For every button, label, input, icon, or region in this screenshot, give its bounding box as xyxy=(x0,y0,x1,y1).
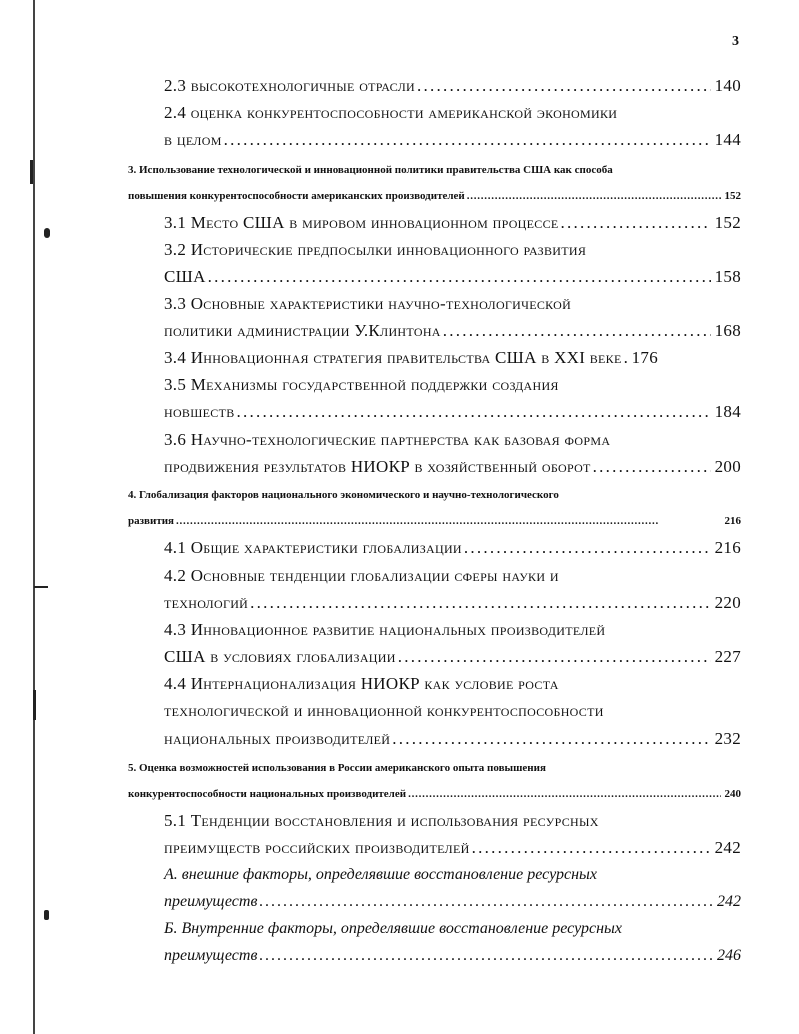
toc-entry-title-line: Б. Внутренние факторы, определявшие восстановление ресурсных xyxy=(164,920,622,937)
toc-chapter-title: повышения конкурентоспособности американских производителей xyxy=(128,190,465,202)
toc-entry-title: преимуществ российских производителей xyxy=(164,838,470,857)
toc-entry-page: 144 xyxy=(714,130,741,149)
toc-entry-title-line: 2.4 оценка конкурентоспособности американской экономики xyxy=(164,103,618,122)
toc-entry xyxy=(164,538,741,558)
toc-leader-dots xyxy=(624,348,628,368)
toc-entry-page: 176 xyxy=(631,348,659,367)
toc-leader-dots xyxy=(176,515,720,527)
toc-entry-title-line: 4.2 Основные тенденции глобализации сферы науки и xyxy=(164,566,559,585)
toc-entry-page: 158 xyxy=(714,267,741,286)
toc-entry-title: США xyxy=(164,267,206,286)
toc-entry xyxy=(164,593,741,613)
toc-entry-title: 2.3 высокотехнологичные отрасли xyxy=(164,76,416,95)
toc-entry-title-line: 4.3 Инновационное развитие национальных производителей xyxy=(164,620,606,639)
toc-entry xyxy=(164,402,741,422)
toc-entry-page: 140 xyxy=(714,76,741,95)
toc-entry xyxy=(164,130,741,150)
toc-entry xyxy=(164,213,741,233)
toc-entry xyxy=(164,321,741,341)
toc-entry-title-line: А. внешние факторы, определявшие восстановление ресурсных xyxy=(164,866,597,883)
toc-entry-title-line: 5.1 Тенденции восстановления и использования ресурсных xyxy=(164,811,599,830)
toc-entry xyxy=(164,348,741,368)
toc-chapter-title: конкурентоспособности национальных производителей xyxy=(128,788,407,800)
toc-entry-title-line: 3.3 Основные характеристики научно-технологической xyxy=(164,294,572,313)
toc-chapter-title-line: 4. Глобализация факторов национального экономического и научно-технологического xyxy=(128,489,559,501)
toc-entry-title: технологий xyxy=(164,593,249,612)
toc-chapter xyxy=(128,788,741,800)
toc-chapter-page: 216 xyxy=(724,515,741,527)
toc-leader-dots xyxy=(237,402,711,422)
toc-entry-title-line: технологической и инновационной конкурентоспособности xyxy=(164,701,604,720)
toc-entry-page: 152 xyxy=(714,213,741,232)
scan-mark xyxy=(33,690,36,720)
toc-entry-page: 168 xyxy=(714,321,741,340)
toc-leader-dots xyxy=(259,947,713,965)
toc-entry-title: США в условиях глобализации xyxy=(164,647,396,666)
scan-mark xyxy=(34,586,48,588)
toc-entry-page: 232 xyxy=(714,729,741,748)
toc-leader-dots xyxy=(417,76,711,96)
page-number: 3 xyxy=(732,34,739,49)
toc-entry-page: 184 xyxy=(714,402,741,421)
toc-chapter-page: 152 xyxy=(724,190,741,202)
toc-entry-title: 3.4 Инновационная стратегия правительства США в XXI веке xyxy=(164,348,622,367)
toc-entry-page: 242 xyxy=(717,893,741,910)
toc-entry-title: преимуществ xyxy=(164,947,258,964)
toc-entry-title: новшеств xyxy=(164,402,235,421)
toc-entry-title: продвижения результатов НИОКР в хозяйственный оборот xyxy=(164,457,591,476)
toc-leader-dots xyxy=(259,893,713,911)
toc-chapter-title-line: 3. Использование технологической и инновационной политики правительства США как способа xyxy=(128,164,613,176)
toc-leader-dots xyxy=(208,267,711,287)
toc-entry-title-line: 3.2 Исторические предпосылки инновационного развития xyxy=(164,240,587,259)
toc-entry xyxy=(164,893,741,911)
toc-entry-page: 242 xyxy=(714,838,741,857)
toc-entry xyxy=(164,947,741,965)
toc-leader-dots xyxy=(224,130,711,150)
toc-leader-dots xyxy=(408,788,720,800)
toc-chapter xyxy=(128,515,741,527)
toc-leader-dots xyxy=(443,321,711,341)
toc-entry xyxy=(164,457,741,477)
toc-leader-dots xyxy=(250,593,710,613)
toc-entry xyxy=(164,267,741,287)
toc-leader-dots xyxy=(561,213,711,233)
toc-leader-dots xyxy=(472,838,711,858)
toc-entry-page: 200 xyxy=(714,457,741,476)
toc-entry-title-line: 3.6 Научно-технологические партнерства как базовая форма xyxy=(164,430,611,449)
toc-entry-title: 4.1 Общие характеристики глобализации xyxy=(164,538,462,557)
toc-leader-dots xyxy=(392,729,710,749)
toc-chapter-title: развития xyxy=(128,515,175,527)
left-border-line xyxy=(33,0,35,1034)
toc-leader-dots xyxy=(593,457,711,477)
toc-entry-title: 3.1 Место США в мировом инновационном процессе xyxy=(164,213,559,232)
toc-chapter-title-line: 5. Оценка возможностей использования в России американского опыта повышения xyxy=(128,762,546,774)
toc-leader-dots xyxy=(398,647,711,667)
toc-entry-title: в целом xyxy=(164,130,222,149)
toc-leader-dots xyxy=(464,538,711,558)
toc-entry-title-line: 4.4 Интернационализация НИОКР как условие роста xyxy=(164,674,559,693)
toc-entry-title: политики администрации У.Клинтона xyxy=(164,321,441,340)
toc-entry-title: национальных производителей xyxy=(164,729,391,748)
toc-entry-page: 216 xyxy=(714,538,741,557)
scan-mark xyxy=(44,228,50,238)
toc-entry xyxy=(164,838,741,858)
toc-entry-page: 246 xyxy=(717,947,741,964)
toc-chapter xyxy=(128,190,741,202)
scan-mark xyxy=(30,160,33,184)
toc-entry xyxy=(164,647,741,667)
toc-entry-page: 220 xyxy=(714,593,741,612)
toc-entry-title-line: 3.5 Механизмы государственной поддержки создания xyxy=(164,375,559,394)
toc-chapter-page: 240 xyxy=(724,788,741,800)
toc-entry-title: преимуществ xyxy=(164,893,258,910)
toc-entry xyxy=(164,729,741,749)
scan-mark xyxy=(44,910,49,920)
toc-leader-dots xyxy=(467,190,721,202)
toc-entry xyxy=(164,76,741,96)
toc-entry-page: 227 xyxy=(714,647,741,666)
